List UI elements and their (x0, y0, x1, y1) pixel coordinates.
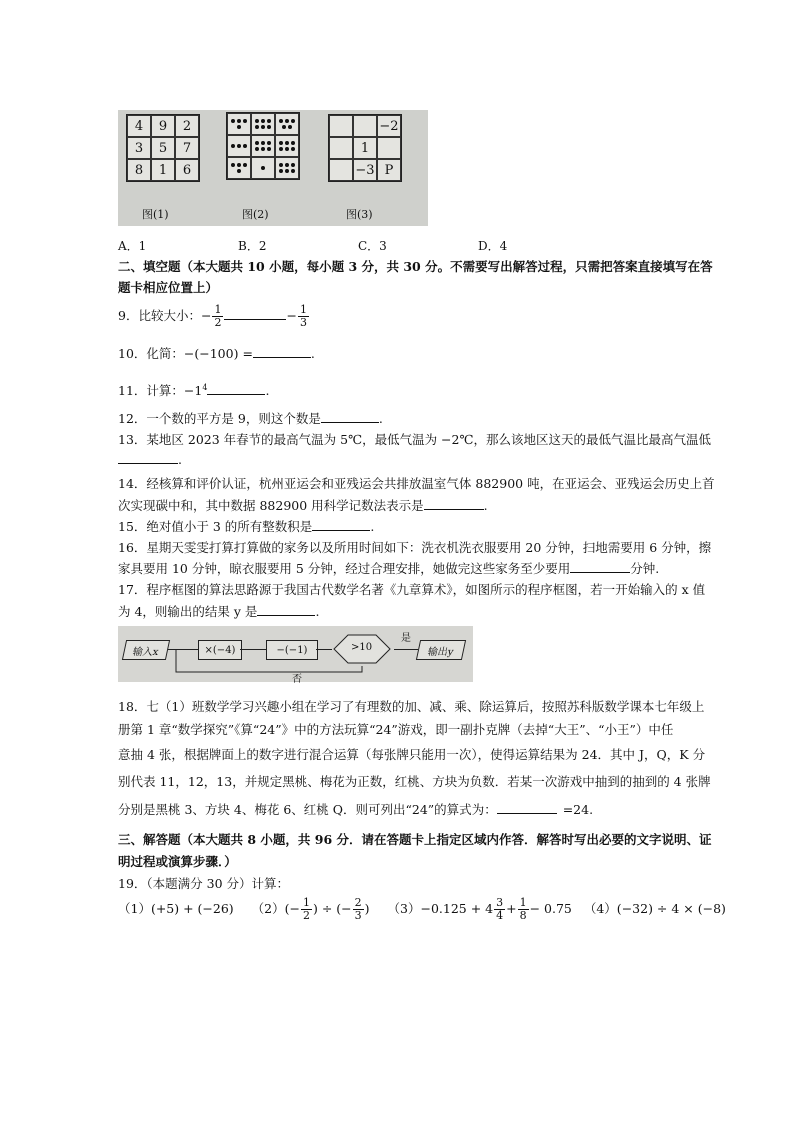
q17-answer-blank[interactable] (257, 603, 315, 616)
fig2-dot (291, 147, 295, 151)
fig2-dot (291, 169, 295, 173)
section2-heading-2: 题卡相应位置上） (118, 280, 219, 295)
fig1-cell: 2 (175, 115, 199, 137)
q19-p2-denominator-2: 3 (354, 909, 362, 922)
fig2-dot (231, 163, 235, 167)
fig2-dot (237, 163, 241, 167)
fig2-dot (261, 125, 265, 129)
fig2-dot (237, 144, 241, 148)
question-15 (118, 517, 374, 535)
fig2-dot (291, 141, 295, 145)
program-flowchart (118, 626, 473, 685)
fig2-dot (261, 119, 265, 123)
q19-part-2-frac-1 (301, 897, 312, 922)
q19-part-2-frac-2 (353, 897, 364, 922)
question-18-line-1: 18．七（1）班数学学习兴趣小组在学习了有理数的加、减、乘、除运算后，按照苏科版数学课本七年级上 (118, 699, 705, 714)
fig2-dot (279, 147, 283, 151)
fig2-dot (237, 119, 241, 123)
flow-output-label: 输出y (426, 646, 455, 658)
q19-part-2 (251, 896, 370, 922)
q13-end: . (178, 452, 182, 467)
fig3-cell: −3 (353, 159, 377, 181)
q19-p3-denominator-2: 8 (519, 909, 527, 922)
question-12 (118, 409, 383, 427)
q9-numerator-2: 1 (299, 303, 307, 316)
q10-text: 10．化简：−(−100) = (118, 346, 253, 361)
q11-answer-blank[interactable] (207, 382, 265, 395)
q9-frac-2 (298, 304, 309, 329)
fig2-dot-cell (227, 135, 251, 157)
fig2-dot (255, 141, 259, 145)
q9-minus-1: − (200, 308, 212, 323)
fig2-dot-cell (227, 157, 251, 179)
question-18-line-2: 册第 1 章“数学探究”《算“24”》中的方法玩算“24”游戏，即一副扑克牌（去掉“大王”、“小王”）中任 (118, 722, 674, 737)
fig2-dot (267, 141, 271, 145)
question-10 (118, 344, 315, 362)
q19-part-3 (387, 896, 572, 922)
q19-part-4: （4）(−32) ÷ 4 × (−8) (583, 901, 726, 916)
fig1-cell: 7 (175, 137, 199, 159)
fig2-dot (261, 166, 265, 170)
fig1-cell: 9 (151, 115, 175, 137)
question-19-title: 19．（本题满分 30 分）计算： (118, 876, 290, 891)
fig2-dot-cell (251, 135, 275, 157)
fig1-cell: 1 (151, 159, 175, 181)
question-13-line-1: 13．某地区 2023 年春节的最高气温为 5℃，最低气温为 −2℃，那么该地区这天的最低气温比最高气温低 (118, 432, 711, 447)
q15-end: . (370, 519, 375, 534)
fig3-cell (353, 115, 377, 137)
q17-end: . (315, 604, 320, 619)
q19-p3-numerator-1: 3 (496, 896, 504, 909)
q19-part-1: （1）(+5) + (−26) (118, 901, 234, 916)
q11-end: . (265, 383, 270, 398)
fig2-dot (279, 169, 283, 173)
flow-no-label: 否 (292, 674, 302, 685)
flow-multiply-label: ×(−4) (204, 644, 236, 656)
q19-p2-numerator-1: 1 (302, 896, 310, 909)
q11-exponent: 4 (202, 382, 208, 392)
fig2-dot (285, 169, 289, 173)
q19-part-2-pre: （2）(− (251, 901, 300, 916)
question-14-line-2 (118, 496, 488, 514)
option-a: A．1 (118, 239, 147, 253)
fig3-cell: −2 (377, 115, 401, 137)
fig2-dot (279, 163, 283, 167)
section3-heading-1: 三、解答题（本大题共 8 小题，共 96 分．请在答题卡上指定区域内作答．解答时写出必要的文字说明、证 (118, 832, 712, 847)
question-18-line-4: 别代表 11，12，13，并规定黑桃、梅花为正数，红桃、方块为负数．若某一次游戏中抽到的抽到的 4 张牌 (118, 774, 711, 789)
flow-input-label: 输入x (131, 646, 160, 658)
q9-denominator-1: 2 (214, 316, 222, 329)
q19-p3-numerator-2: 1 (519, 896, 527, 909)
figure-2-grid (226, 112, 300, 180)
q19-part-3-plus: + (506, 901, 517, 916)
fig1-cell: 3 (127, 137, 151, 159)
fig3-cell: P (377, 159, 401, 181)
fig2-dot (255, 119, 259, 123)
q15-text: 15．绝对值小于 3 的所有整数积是 (118, 519, 313, 534)
magic-square-figures (118, 110, 428, 226)
fig2-dot (282, 125, 286, 129)
fig2-dot-cell (251, 113, 275, 135)
fig2-dot (231, 119, 235, 123)
fig2-dot (267, 125, 271, 129)
option-c: C．3 (358, 239, 387, 253)
q18-end: =24. (562, 802, 594, 817)
fig2-dot (261, 147, 265, 151)
q12-text: 12．一个数的平方是 9，则这个数是 (118, 411, 321, 426)
q9-answer-blank[interactable] (224, 307, 286, 320)
q9-prefix: 9．比较大小： (118, 308, 201, 323)
fig3-cell (329, 137, 353, 159)
question-13-line-2 (118, 451, 182, 467)
figure-2-caption: 图(2) (242, 208, 269, 221)
fig2-dot (237, 169, 241, 173)
q9-denominator-2: 3 (299, 316, 307, 329)
fig2-dot (243, 119, 247, 123)
fig2-dot-cell (275, 157, 299, 179)
fig1-cell: 4 (127, 115, 151, 137)
fig2-dot (243, 144, 247, 148)
fig3-cell (329, 115, 353, 137)
section2-heading-1: 二、填空题（本大题共 10 小题，每小题 3 分，共 30 分。不需要写出解答过程，只需把答案直接填写在答 (118, 259, 713, 274)
fig2-dot (267, 119, 271, 123)
question-19-parts (118, 897, 726, 922)
figure-1-grid (126, 114, 200, 182)
figure-3-grid (328, 114, 402, 182)
q9-numerator-1: 1 (214, 303, 222, 316)
fig2-dot (285, 119, 289, 123)
q19-part-3-end: − 0.75 (529, 901, 572, 916)
fig2-dot-cell (251, 157, 275, 179)
q14-line-2-text: 次实现碳中和，其中数据 882900 用科学记数法表示是 (118, 498, 424, 513)
fig2-dot (231, 144, 235, 148)
fig2-dot (279, 119, 283, 123)
q10-end: . (310, 346, 315, 361)
fig1-cell: 8 (127, 159, 151, 181)
option-d: D．4 (478, 239, 508, 253)
fig2-dot (288, 125, 292, 129)
fig2-dot (291, 163, 295, 167)
q16-answer-blank[interactable] (570, 560, 630, 573)
fig3-cell: 1 (353, 137, 377, 159)
question-14-line-1: 14．经核算和评价认证，杭州亚运会和亚残运会共排放温室气体 882900 吨，在亚运会、亚残运会历史上首 (118, 476, 715, 491)
fig3-cell (377, 137, 401, 159)
fig2-dot-cell (227, 113, 251, 135)
q12-end: . (378, 411, 383, 426)
q19-part-2-end: ) (364, 901, 370, 916)
fig2-dot (285, 163, 289, 167)
question-17-line-1: 17．程序框图的算法思路源于我国古代数学名著《九章算术》，如图所示的程序框图，若一开始输入的 x 值 (118, 582, 706, 597)
fig2-dot (255, 147, 259, 151)
q16-end: 分钟. (630, 561, 660, 576)
q19-part-2-mid: ) ÷ (− (312, 901, 352, 916)
fig2-dot (243, 163, 247, 167)
q19-part-3-frac-1 (494, 897, 505, 922)
section3-heading-2: 明过程或演算步骤．） (118, 854, 237, 869)
q9-frac-1 (212, 304, 223, 329)
fig2-dot (291, 119, 295, 123)
fig2-dot (261, 141, 265, 145)
question-9 (118, 304, 310, 329)
q19-p2-numerator-2: 2 (354, 896, 362, 909)
q14-answer-blank[interactable] (424, 497, 484, 510)
fig1-cell: 6 (175, 159, 199, 181)
q19-p2-denominator-1: 2 (302, 909, 310, 922)
flow-subtract-label: −(−1) (276, 644, 308, 656)
question-17-line-2 (118, 602, 319, 620)
fig3-cell (329, 159, 353, 181)
fig2-dot (285, 141, 289, 145)
q18-line-5-text: 分别是黑桃 3、方块 4、梅花 6、红桃 Q．则可列出“24”的算式为： (118, 802, 497, 817)
question-16-line-2 (118, 559, 659, 577)
fig2-dot (285, 147, 289, 151)
q12-answer-blank[interactable] (321, 410, 379, 423)
q9-minus-2: − (286, 308, 297, 323)
flow-yes-label: 是 (401, 633, 411, 644)
q17-line-2-text: 为 4，则输出的结果 y 是 (118, 604, 258, 619)
q19-p3-denominator-1: 4 (496, 909, 504, 922)
q16-line-2-text: 家具要用 10 分钟，晾衣服要用 5 分钟，经过合理安排，她做完这些家务至少要用 (118, 561, 571, 576)
fig2-dot (279, 141, 283, 145)
q19-part-3-frac-2 (518, 897, 529, 922)
fig2-dot (255, 125, 259, 129)
figure-3-caption: 图(3) (346, 208, 373, 221)
q18-answer-blank[interactable] (497, 801, 557, 814)
question-11 (118, 381, 269, 399)
fig2-dot-cell (275, 135, 299, 157)
q15-answer-blank[interactable] (312, 518, 370, 531)
fig2-dot (267, 147, 271, 151)
fig2-dot-cell (275, 113, 299, 135)
question-18-line-3: 意抽 4 张，根据牌面上的数字进行混合运算（每张牌只能用一次），使得运算结果为 24．其中 J，Q，K 分 (118, 747, 706, 762)
q13-answer-blank[interactable] (118, 451, 178, 464)
q10-answer-blank[interactable] (253, 345, 311, 358)
question-18-line-5 (118, 800, 593, 818)
question-16-line-1: 16．星期天雯雯打算打算做的家务以及所用时间如下：洗衣机洗衣服要用 20 分钟，扫地需要用 6 分钟，擦 (118, 540, 712, 555)
q19-part-3-pre: （3）−0.125 + 4 (387, 901, 494, 916)
q14-end: . (483, 498, 488, 513)
q11-prefix: 11．计算：−1 (118, 383, 203, 398)
fig2-dot (237, 125, 241, 129)
fig1-cell: 5 (151, 137, 175, 159)
flow-condition-label: >10 (351, 642, 373, 653)
option-b: B．2 (238, 239, 267, 253)
figure-1-caption: 图(1) (142, 208, 169, 221)
